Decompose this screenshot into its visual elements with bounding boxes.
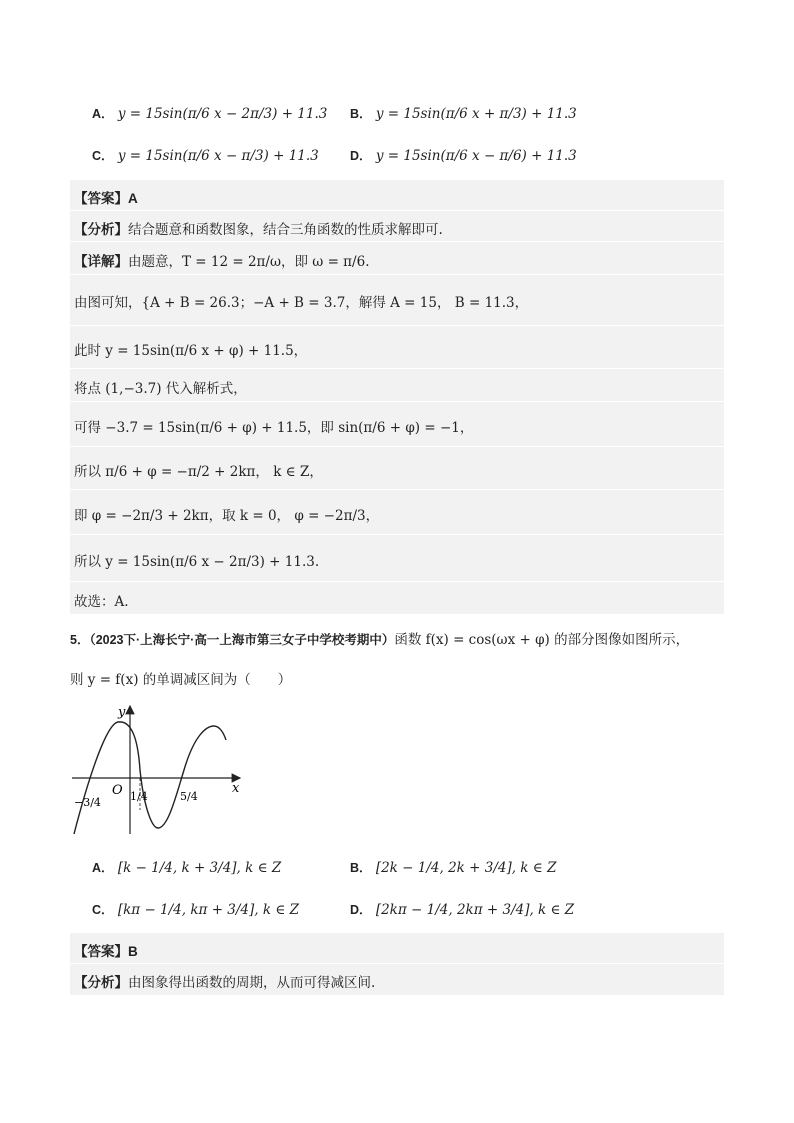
option-label: B． [350, 861, 372, 875]
function-graph [68, 700, 252, 840]
question-5-stem-1 [70, 628, 689, 648]
tick-label-left: −3/4 [74, 796, 101, 809]
detail-line-2 [70, 275, 724, 326]
detail-text: 由图可知，{A + B = 26.3；−A + B = 3.7，解得 A = 15， B = 11.3， [74, 295, 529, 311]
option-expr: y = 15sin(π/6 x + π/3) + 11.3 [375, 106, 577, 122]
detail-line-3 [70, 326, 724, 369]
question-5-stem-2 [70, 668, 291, 688]
detail-tag: 【详解】 [74, 254, 128, 269]
answer-tag: 【答案】 [74, 944, 128, 959]
answer-line [70, 180, 724, 211]
option-expr: [k − 1/4, k + 3/4], k ∈ Z [117, 860, 282, 876]
tick-label-right: 5/4 [180, 790, 198, 803]
detail-text: 将点 (1,−3.7) 代入解析式， [74, 381, 247, 397]
option-expr: [kπ − 1/4, kπ + 3/4], k ∈ Z [117, 902, 300, 918]
tick-label-mid: 1/4 [130, 790, 148, 803]
question-source: （2023下·上海长宁·高一上海市第三女子中学校考期中） [89, 633, 395, 647]
option-q4-b [350, 104, 577, 124]
detail-text: 所以 π/6 + φ = −π/2 + 2kπ， k ∈ Z， [74, 464, 323, 480]
detail-text: 此时 y = 15sin(π/6 x + φ) + 11.5， [74, 343, 308, 359]
detail-text: 即 φ = −2π/3 + 2kπ，取 k = 0， φ = −2π/3， [74, 508, 380, 524]
option-expr: y = 15sin(π/6 x − π/3) + 11.3 [117, 148, 319, 164]
option-expr: [2k − 1/4, 2k + 3/4], k ∈ Z [375, 860, 557, 876]
option-q5-d [350, 900, 574, 920]
option-label: D． [350, 903, 372, 917]
detail-text: 可得 −3.7 = 15sin(π/6 + φ) + 11.5，即 sin(π/6 + φ) = −1， [74, 420, 474, 436]
option-q4-a [92, 104, 327, 124]
detail-line-5 [70, 402, 724, 447]
option-label: D． [350, 149, 372, 163]
option-expr: y = 15sin(π/6 x − π/6) + 11.3 [375, 148, 577, 164]
detail-line-1 [70, 242, 724, 275]
question-number: 5． [70, 633, 90, 647]
question-stem: 则 y = f(x) 的单调减区间为（ ） [70, 672, 292, 688]
detail-text: 所以 y = 15sin(π/6 x − 2π/3) + 11.3. [74, 554, 320, 570]
option-q4-c [92, 146, 319, 166]
detail-line-7 [70, 490, 724, 535]
detail-line-4 [70, 369, 724, 402]
analysis-text: 由图象得出函数的周期，从而可得减区间. [128, 975, 376, 991]
option-label: B． [350, 107, 372, 121]
option-label: C． [92, 903, 114, 917]
option-label: A． [92, 107, 114, 121]
analysis-tag: 【分析】 [74, 222, 128, 237]
option-label: A． [92, 861, 114, 875]
analysis-text: 结合题意和函数图象，结合三角函数的性质求解即可. [128, 222, 443, 238]
answer-value: B [128, 944, 138, 959]
option-q5-a [92, 858, 281, 878]
choice-line [70, 582, 724, 614]
analysis-line [70, 964, 724, 995]
choice-text: 故选：A. [74, 594, 129, 610]
detail-line-6 [70, 447, 724, 490]
solution-q5 [70, 933, 724, 995]
option-expr: y = 15sin(π/6 x − 2π/3) + 11.3 [117, 106, 328, 122]
answer-tag: 【答案】 [74, 191, 128, 206]
option-label: C． [92, 149, 114, 163]
analysis-tag: 【分析】 [74, 975, 128, 990]
detail-text: 由题意，T = 12 = 2π/ω，即 ω = π/6. [128, 254, 370, 270]
y-label: y [118, 705, 126, 720]
option-q5-b [350, 858, 556, 878]
solution-q4 [70, 180, 724, 614]
origin-label: O [112, 783, 123, 798]
option-q4-d [350, 146, 577, 166]
answer-line [70, 933, 724, 964]
detail-line-8 [70, 535, 724, 582]
answer-value: A [128, 191, 138, 206]
question-stem: 函数 f(x) = cos(ωx + φ) 的部分图像如图所示， [394, 632, 690, 648]
x-label: x [232, 781, 240, 796]
option-q5-c [92, 900, 299, 920]
analysis-line [70, 211, 724, 242]
option-expr: [2kπ − 1/4, 2kπ + 3/4], k ∈ Z [375, 902, 575, 918]
